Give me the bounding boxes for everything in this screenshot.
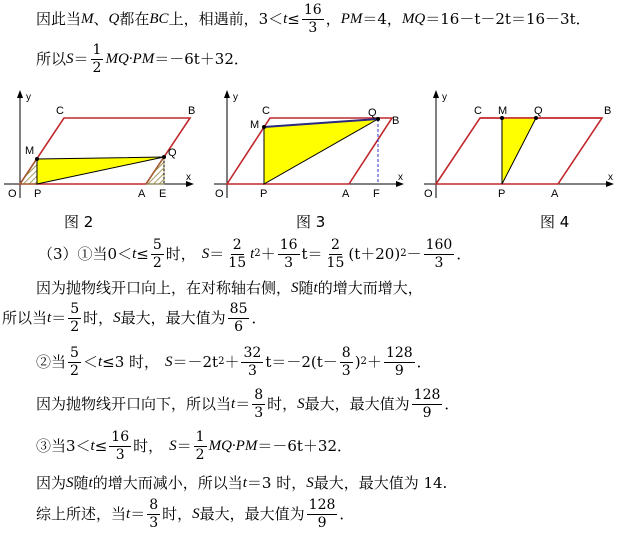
label-P: P bbox=[34, 188, 42, 200]
label-C: C bbox=[56, 105, 64, 117]
text-line-4: 因为抛物线开口向上，在对称轴右侧， S 随 t 的增大而增大， bbox=[36, 278, 423, 297]
label-M: M bbox=[250, 119, 260, 131]
fraction: $\frac{8}{3}$ bbox=[341, 344, 351, 379]
label-O: O bbox=[215, 188, 224, 200]
label-M: M bbox=[498, 105, 508, 117]
label-O: O bbox=[424, 188, 433, 200]
label-B: B bbox=[188, 105, 196, 117]
figure-4 bbox=[424, 88, 634, 206]
figure-2 bbox=[0, 88, 200, 206]
label-P: P bbox=[260, 188, 268, 200]
fraction: $\frac{5}{2}$ bbox=[70, 344, 79, 379]
caption-figure-2: 图 2 bbox=[64, 213, 94, 231]
text-line-9: 因为 S 随 t 的增大而减小，所以当 t ＝3 时， S 最大，最大值为 14. bbox=[36, 473, 448, 492]
label-A: A bbox=[138, 188, 146, 200]
fraction: $\frac{128}{9}$ bbox=[308, 496, 336, 531]
fraction: $\frac{85}{6}$ bbox=[229, 300, 248, 335]
fraction: $\frac{2}{15}$ bbox=[228, 236, 247, 271]
text-line-5: 所以当 t ＝ $\frac{5}{2}$ 时， S 最大，最大值为 $\frac{85}{6}$ ． bbox=[2, 300, 267, 335]
label-M: M bbox=[25, 145, 35, 157]
fraction: $\frac{160}{3}$ bbox=[425, 236, 453, 271]
label-x: x bbox=[186, 172, 191, 183]
text-line-6: ②当 $\frac{5}{2}$ ＜ t ≤3 时， S ＝－2t 2 ＋ $\frac{32}{3}$ t＝－2(t－ $\frac{8}{3}$ ) 2 ＋ $\frac{128}{9}$ ． bbox=[36, 344, 432, 379]
label-C: C bbox=[262, 105, 270, 117]
label-y: y bbox=[442, 92, 447, 103]
fraction: $\frac{5}{2}$ bbox=[152, 236, 162, 271]
label-y: y bbox=[26, 92, 31, 103]
label-x: x bbox=[608, 172, 613, 183]
text-line-1: 因此当 M 、 Q 都在 BC 上，相遇前， 3＜ t ≤ $\frac{16}{3}$ ， PM ＝4， MQ ＝16－t－2t＝16－3t． bbox=[36, 1, 591, 36]
label-O: O bbox=[8, 188, 17, 200]
fraction: $\frac{16}{3}$ bbox=[303, 1, 322, 36]
fraction: $\frac{16}{3}$ bbox=[111, 428, 130, 463]
label-B: B bbox=[604, 105, 612, 117]
hatch-left bbox=[20, 159, 37, 184]
label-x: x bbox=[398, 172, 403, 183]
text-line-10: 综上所述，当 t ＝ $\frac{8}{3}$ 时， S 最大，最大值为 $\frac{128}{9}$ ． bbox=[36, 496, 355, 531]
label-y: y bbox=[233, 92, 238, 103]
fraction: $\frac{8}{3}$ bbox=[254, 386, 264, 421]
hatch-right bbox=[146, 157, 164, 184]
label-A: A bbox=[342, 188, 350, 200]
label-Q: Q bbox=[534, 105, 543, 117]
fraction: $\frac{32}{3}$ bbox=[243, 344, 262, 379]
fraction: $\frac{2}{15}$ bbox=[326, 236, 345, 271]
text-line-8: ③当3＜ t ≤ $\frac{16}{3}$ 时， S ＝ $\frac{1}{2}$ MQ·PM ＝－6t＋32． bbox=[36, 428, 352, 463]
fraction: $\frac{128}{9}$ bbox=[413, 386, 441, 421]
fraction: $\frac{5}{2}$ bbox=[70, 300, 80, 335]
label-E: E bbox=[159, 188, 167, 200]
label-P: P bbox=[498, 188, 506, 200]
text-line-3: （3）①当0＜ t ≤ $\frac{5}{2}$ 时， S ＝ $\frac{2}{15}$ t 2 ＋ $\frac{16}{3}$ t＝ $\frac{2}{15}$ (t＋20) 2 － $\frac{160}{3}$ ． bbox=[38, 236, 472, 271]
fraction: $\frac{16}{3}$ bbox=[279, 236, 298, 271]
text-line-2: 所以 S ＝ $\frac{1}{2}$ MQ·PM ＝－6t＋32． bbox=[36, 41, 249, 76]
label-F: F bbox=[373, 188, 380, 200]
yellow-triangle bbox=[264, 119, 378, 184]
fraction: $\frac{8}{3}$ bbox=[149, 496, 159, 531]
text-line-7: 因为抛物线开口向下，所以当 t ＝ $\frac{8}{3}$ 时， S 最大，最大值为 $\frac{128}{9}$ ． bbox=[36, 386, 460, 421]
label-Q: Q bbox=[368, 107, 377, 119]
label-A: A bbox=[551, 188, 559, 200]
label-C: C bbox=[474, 105, 482, 117]
yellow-region bbox=[37, 157, 164, 184]
caption-figure-3: 图 3 bbox=[296, 213, 326, 231]
label-B: B bbox=[392, 115, 400, 127]
yellow-triangle bbox=[502, 118, 536, 184]
figure-3 bbox=[212, 88, 417, 206]
fraction: $\frac{1}{2}$ bbox=[92, 41, 102, 76]
caption-figure-4: 图 4 bbox=[540, 213, 570, 231]
fraction: $\frac{128}{9}$ bbox=[385, 344, 413, 379]
label-Q: Q bbox=[168, 147, 177, 159]
fraction: $\frac{1}{2}$ bbox=[195, 428, 205, 463]
